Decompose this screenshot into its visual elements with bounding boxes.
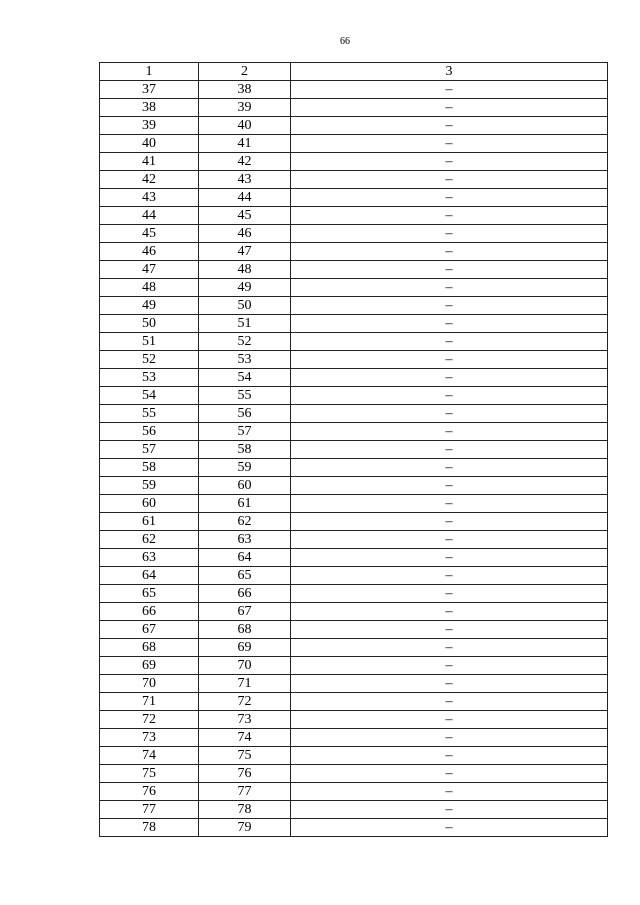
table-cell: 49 — [100, 297, 199, 315]
table-cell: 54 — [199, 369, 291, 387]
table-cell: – — [291, 711, 608, 729]
table-row — [100, 765, 608, 783]
table-cell: 56 — [199, 405, 291, 423]
table-cell: 48 — [199, 261, 291, 279]
table-cell: 52 — [199, 333, 291, 351]
table-row — [100, 549, 608, 567]
table-cell: 45 — [199, 207, 291, 225]
table-cell: – — [291, 657, 608, 675]
table-row — [100, 495, 608, 513]
table-row — [100, 675, 608, 693]
table-cell: – — [291, 801, 608, 819]
table-cell: 75 — [199, 747, 291, 765]
table-row — [100, 333, 608, 351]
table-row — [100, 783, 608, 801]
table-cell: 49 — [199, 279, 291, 297]
table-row — [100, 693, 608, 711]
table-cell: 77 — [199, 783, 291, 801]
table-cell: 69 — [100, 657, 199, 675]
table-row — [100, 297, 608, 315]
table-row — [100, 153, 608, 171]
table-cell: 73 — [100, 729, 199, 747]
table-row — [100, 387, 608, 405]
table-cell: – — [291, 765, 608, 783]
table-cell: – — [291, 315, 608, 333]
table-cell: 66 — [100, 603, 199, 621]
table-cell: 39 — [199, 99, 291, 117]
table-row — [100, 657, 608, 675]
table-row — [100, 531, 608, 549]
table-cell: 74 — [199, 729, 291, 747]
table-cell: – — [291, 603, 608, 621]
table-cell: 70 — [199, 657, 291, 675]
table-cell: 41 — [199, 135, 291, 153]
table-cell: – — [291, 333, 608, 351]
table-row — [100, 513, 608, 531]
table-row — [100, 567, 608, 585]
table-cell: 63 — [100, 549, 199, 567]
table-cell: – — [291, 243, 608, 261]
table-cell: 72 — [100, 711, 199, 729]
table-cell: 54 — [100, 387, 199, 405]
table-cell: 40 — [199, 117, 291, 135]
table-cell: 44 — [100, 207, 199, 225]
table-row — [100, 585, 608, 603]
table-row — [100, 135, 608, 153]
table-cell: 42 — [100, 171, 199, 189]
table-cell: 53 — [199, 351, 291, 369]
table-cell: 40 — [100, 135, 199, 153]
table-cell: – — [291, 189, 608, 207]
table-cell: 61 — [199, 495, 291, 513]
table-cell: – — [291, 747, 608, 765]
table-cell: 39 — [100, 117, 199, 135]
table-cell: 46 — [199, 225, 291, 243]
table-cell: 79 — [199, 819, 291, 837]
table-cell: 46 — [100, 243, 199, 261]
table-cell: 75 — [100, 765, 199, 783]
table-cell: – — [291, 621, 608, 639]
table-cell: 41 — [100, 153, 199, 171]
table-cell: 76 — [199, 765, 291, 783]
table-cell: – — [291, 369, 608, 387]
table-cell: – — [291, 153, 608, 171]
table-row — [100, 423, 608, 441]
table-cell: 43 — [100, 189, 199, 207]
table-cell: 65 — [199, 567, 291, 585]
table-cell: 65 — [100, 585, 199, 603]
table-cell: 43 — [199, 171, 291, 189]
table-row — [100, 801, 608, 819]
table-cell: 52 — [100, 351, 199, 369]
table-cell: 78 — [100, 819, 199, 837]
table-cell: 50 — [100, 315, 199, 333]
table-row — [100, 99, 608, 117]
table-cell: 70 — [100, 675, 199, 693]
page-number: 66 — [340, 36, 350, 47]
table-cell: – — [291, 423, 608, 441]
table-body — [100, 81, 608, 837]
table-cell: – — [291, 549, 608, 567]
table-cell: 69 — [199, 639, 291, 657]
table-row — [100, 405, 608, 423]
table-cell: – — [291, 117, 608, 135]
table-cell: 64 — [199, 549, 291, 567]
table-cell: 38 — [199, 81, 291, 99]
table-cell: 44 — [199, 189, 291, 207]
table-row — [100, 819, 608, 837]
table-cell: – — [291, 441, 608, 459]
table-cell: – — [291, 639, 608, 657]
table-cell: 55 — [100, 405, 199, 423]
table-cell: 56 — [100, 423, 199, 441]
table-row — [100, 171, 608, 189]
table-cell: 76 — [100, 783, 199, 801]
table-row — [100, 261, 608, 279]
table-row — [100, 639, 608, 657]
table-cell: – — [291, 531, 608, 549]
table-cell: 78 — [199, 801, 291, 819]
table-cell: 38 — [100, 99, 199, 117]
table-cell: – — [291, 207, 608, 225]
table-cell: 51 — [199, 315, 291, 333]
table-row — [100, 603, 608, 621]
table-cell: 60 — [100, 495, 199, 513]
table-cell: 45 — [100, 225, 199, 243]
table-cell: 48 — [100, 279, 199, 297]
table-cell: 58 — [100, 459, 199, 477]
table-header-row — [100, 63, 608, 81]
table-cell: – — [291, 693, 608, 711]
table-cell: 60 — [199, 477, 291, 495]
table-cell: 61 — [100, 513, 199, 531]
table-cell: 77 — [100, 801, 199, 819]
table-row — [100, 279, 608, 297]
table-cell: 57 — [100, 441, 199, 459]
table-row — [100, 207, 608, 225]
table-row — [100, 477, 608, 495]
table-row — [100, 621, 608, 639]
table-cell: 59 — [100, 477, 199, 495]
table-cell: 47 — [199, 243, 291, 261]
table-cell: – — [291, 459, 608, 477]
table-row — [100, 441, 608, 459]
table-cell: 74 — [100, 747, 199, 765]
table-cell: 59 — [199, 459, 291, 477]
table-cell: 53 — [100, 369, 199, 387]
table-row — [100, 189, 608, 207]
table-cell: – — [291, 729, 608, 747]
column-header: 2 — [199, 63, 291, 81]
table-cell: 71 — [199, 675, 291, 693]
table-cell: 72 — [199, 693, 291, 711]
table-row — [100, 81, 608, 99]
column-header: 1 — [100, 63, 199, 81]
table-cell: – — [291, 99, 608, 117]
table-cell: 73 — [199, 711, 291, 729]
table-row — [100, 729, 608, 747]
table-cell: – — [291, 405, 608, 423]
table-cell: – — [291, 297, 608, 315]
table-cell: – — [291, 387, 608, 405]
table-cell: 64 — [100, 567, 199, 585]
table-cell: 66 — [199, 585, 291, 603]
table-cell: – — [291, 351, 608, 369]
table-cell: 68 — [100, 639, 199, 657]
table-cell: 58 — [199, 441, 291, 459]
table-cell: – — [291, 567, 608, 585]
table-cell: 67 — [199, 603, 291, 621]
table-cell: 68 — [199, 621, 291, 639]
table-cell: – — [291, 261, 608, 279]
table-row — [100, 459, 608, 477]
table-cell: – — [291, 225, 608, 243]
table-cell: 50 — [199, 297, 291, 315]
table-row — [100, 225, 608, 243]
table-cell: – — [291, 513, 608, 531]
table-cell: – — [291, 819, 608, 837]
table-cell: – — [291, 279, 608, 297]
table-row — [100, 369, 608, 387]
table-cell: – — [291, 495, 608, 513]
table-cell: 62 — [199, 513, 291, 531]
table-row — [100, 747, 608, 765]
table-row — [100, 315, 608, 333]
table-cell: – — [291, 81, 608, 99]
table-cell: 55 — [199, 387, 291, 405]
table-cell: – — [291, 135, 608, 153]
column-header: 3 — [291, 63, 608, 81]
table-cell: – — [291, 585, 608, 603]
table-cell: – — [291, 171, 608, 189]
table-cell: 63 — [199, 531, 291, 549]
table-cell: 62 — [100, 531, 199, 549]
table-cell: 42 — [199, 153, 291, 171]
table-cell: 47 — [100, 261, 199, 279]
table-cell: 51 — [100, 333, 199, 351]
table-row — [100, 351, 608, 369]
table-cell: – — [291, 675, 608, 693]
table-row — [100, 117, 608, 135]
table-cell: – — [291, 783, 608, 801]
table-cell: 67 — [100, 621, 199, 639]
table-row — [100, 243, 608, 261]
table-cell: 71 — [100, 693, 199, 711]
table-cell: – — [291, 477, 608, 495]
table-row — [100, 711, 608, 729]
table-cell: 37 — [100, 81, 199, 99]
table-cell: 57 — [199, 423, 291, 441]
data-table — [99, 62, 608, 837]
